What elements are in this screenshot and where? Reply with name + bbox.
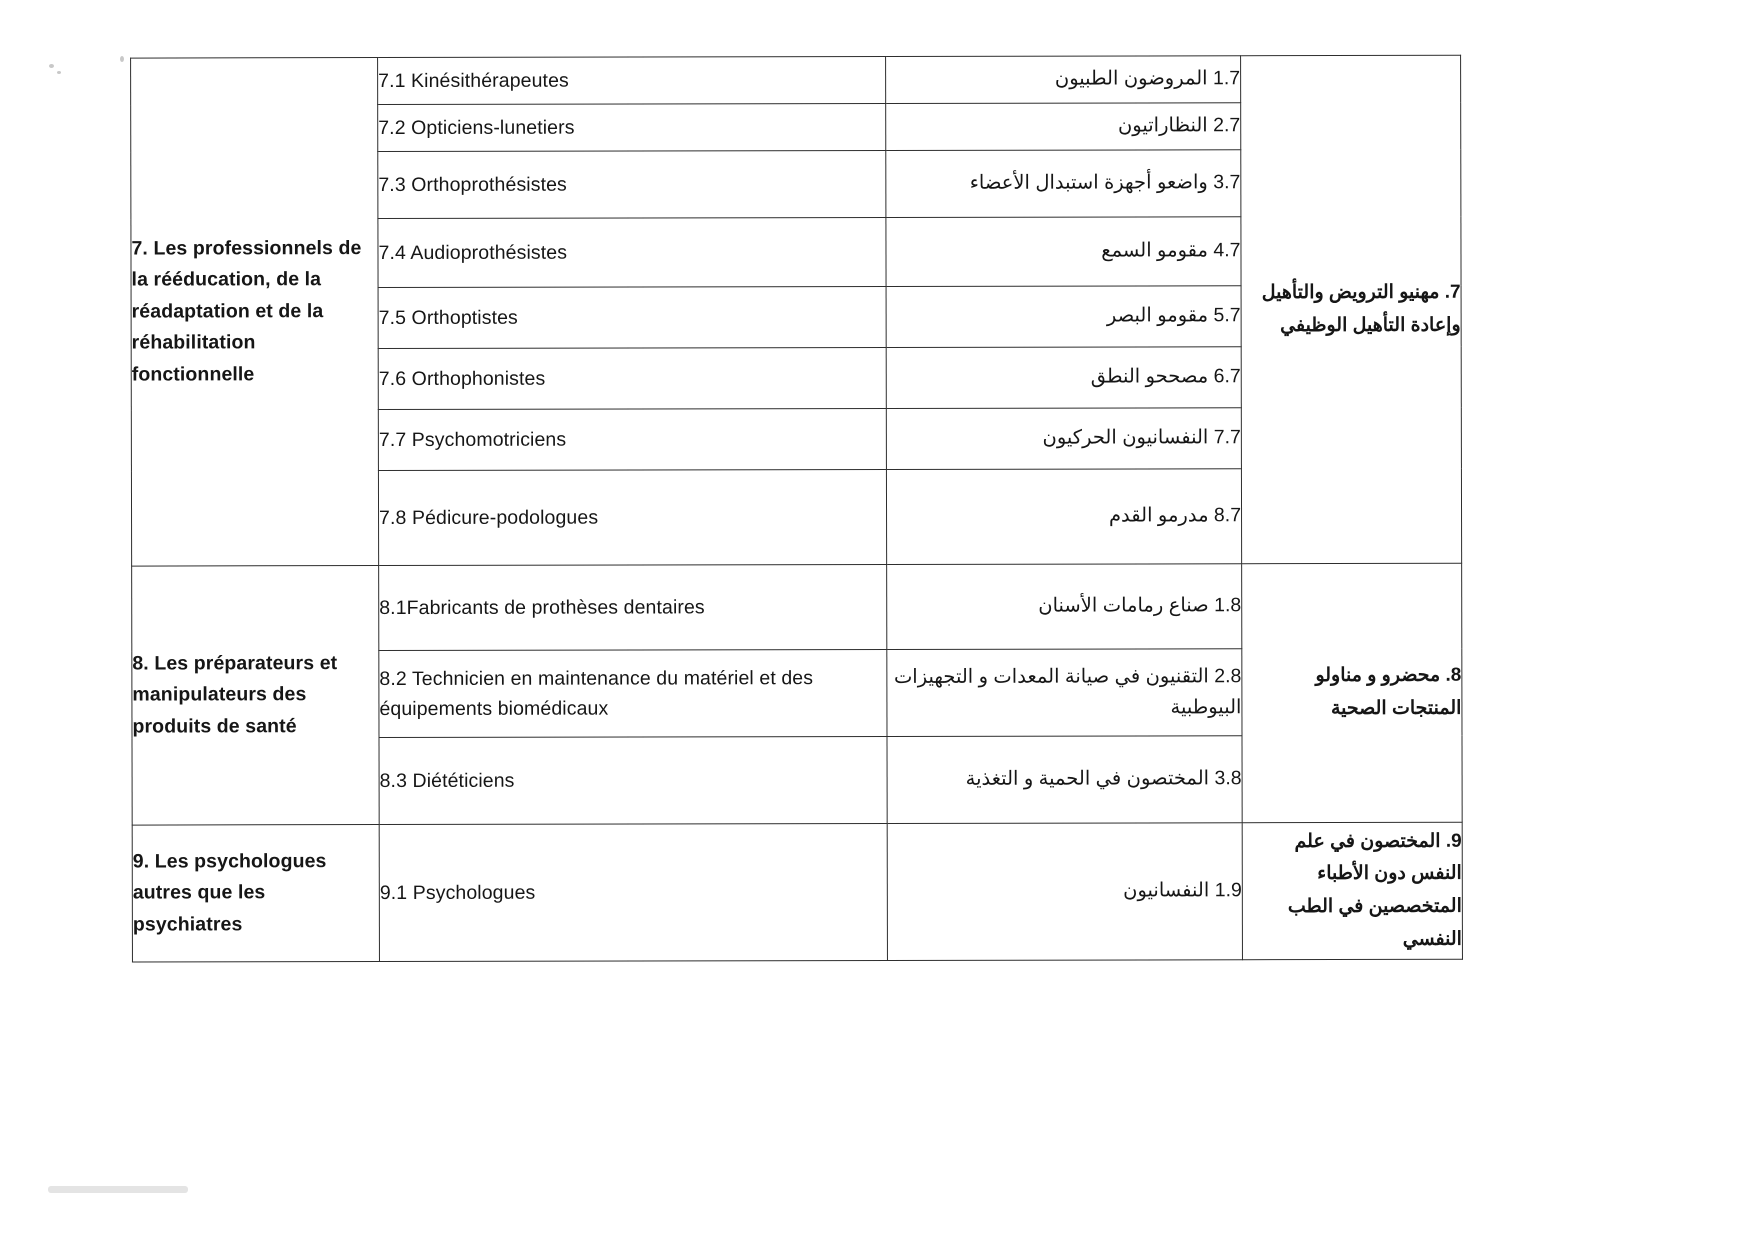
ar-item-cell: 6.7 مصححو النطق bbox=[886, 347, 1241, 409]
fr-item-cell: 7.2 Opticiens-lunetiers bbox=[378, 103, 886, 151]
fr-item-cell: 7.6 Orthophonistes bbox=[378, 347, 886, 409]
fr-category-cell-9: 9. Les psychologues autres que les psychiatres bbox=[132, 825, 379, 963]
fr-item-cell: 9.1 Psychologues bbox=[379, 823, 887, 961]
table-row bbox=[132, 563, 1462, 651]
ar-item-cell: 2.7 النظاراتيون bbox=[886, 103, 1241, 151]
fr-item-cell: 8.3 Diététiciens bbox=[379, 736, 887, 824]
fr-item-cell: 8.1Fabricants de prothèses dentaires bbox=[379, 564, 887, 650]
ar-item-cell: 1.7 المروضون الطبيون bbox=[886, 56, 1241, 104]
fr-category-cell-7: 7. Les professionnels de la rééducation, de la réadaptation et de la réhabilitation fonctionnelle bbox=[131, 58, 379, 567]
ar-category-cell-9: 9. المختصون في علم النفس دون الأطباء المتخصصين في الطب النفسي bbox=[1242, 822, 1462, 959]
fr-item-cell: 7.1 Kinésithérapeutes bbox=[378, 56, 886, 104]
ar-item-cell: 3.8 المختصون في الحمية و التغذية bbox=[887, 736, 1242, 824]
fr-item-cell: 7.7 Psychomotriciens bbox=[378, 408, 886, 470]
ar-item-cell: 4.7 مقومو السمع bbox=[886, 217, 1241, 287]
table-row bbox=[131, 55, 1461, 105]
ar-category-cell-8: 8. محضرو و مناولو المنتجات الصحية bbox=[1242, 563, 1463, 822]
table-row bbox=[132, 822, 1462, 962]
fr-item-cell: 8.2 Technicien en maintenance du matériel et des équipements biomédicaux bbox=[379, 649, 887, 737]
fr-category-cell-8: 8. Les préparateurs et manipulateurs des produits de santé bbox=[132, 566, 380, 826]
ar-item-cell: 1.9 النفسانيون bbox=[887, 823, 1242, 961]
ar-item-cell: 5.7 مقومو البصر bbox=[886, 286, 1241, 348]
ar-item-cell: 3.7 واضعو أجهزة استبدال الأعضاء bbox=[886, 150, 1241, 218]
table-body bbox=[131, 55, 1463, 962]
fr-item-cell: 7.5 Orthoptistes bbox=[378, 286, 886, 348]
ar-category-cell-7: 7. مهنيو الترويض والتأهيل وإعادة التأهيل الوظيفي bbox=[1241, 55, 1462, 563]
ar-item-cell: 7.7 النفسانيون الحركيون bbox=[886, 408, 1241, 470]
ar-item-cell: 8.7 مدرمو القدم bbox=[886, 469, 1241, 565]
ar-item-cell: 2.8 التقنيون في صيانة المعدات و التجهيزات البيوطبية bbox=[887, 649, 1242, 737]
professions-table bbox=[130, 55, 1463, 963]
fr-item-cell: 7.4 Audioprothésistes bbox=[378, 217, 886, 287]
fr-item-cell: 7.3 Orthoprothésistes bbox=[378, 150, 886, 218]
ar-item-cell: 1.8 صناع رمامات الأسنان bbox=[887, 564, 1242, 650]
fr-item-cell: 7.8 Pédicure-podologues bbox=[378, 469, 886, 565]
